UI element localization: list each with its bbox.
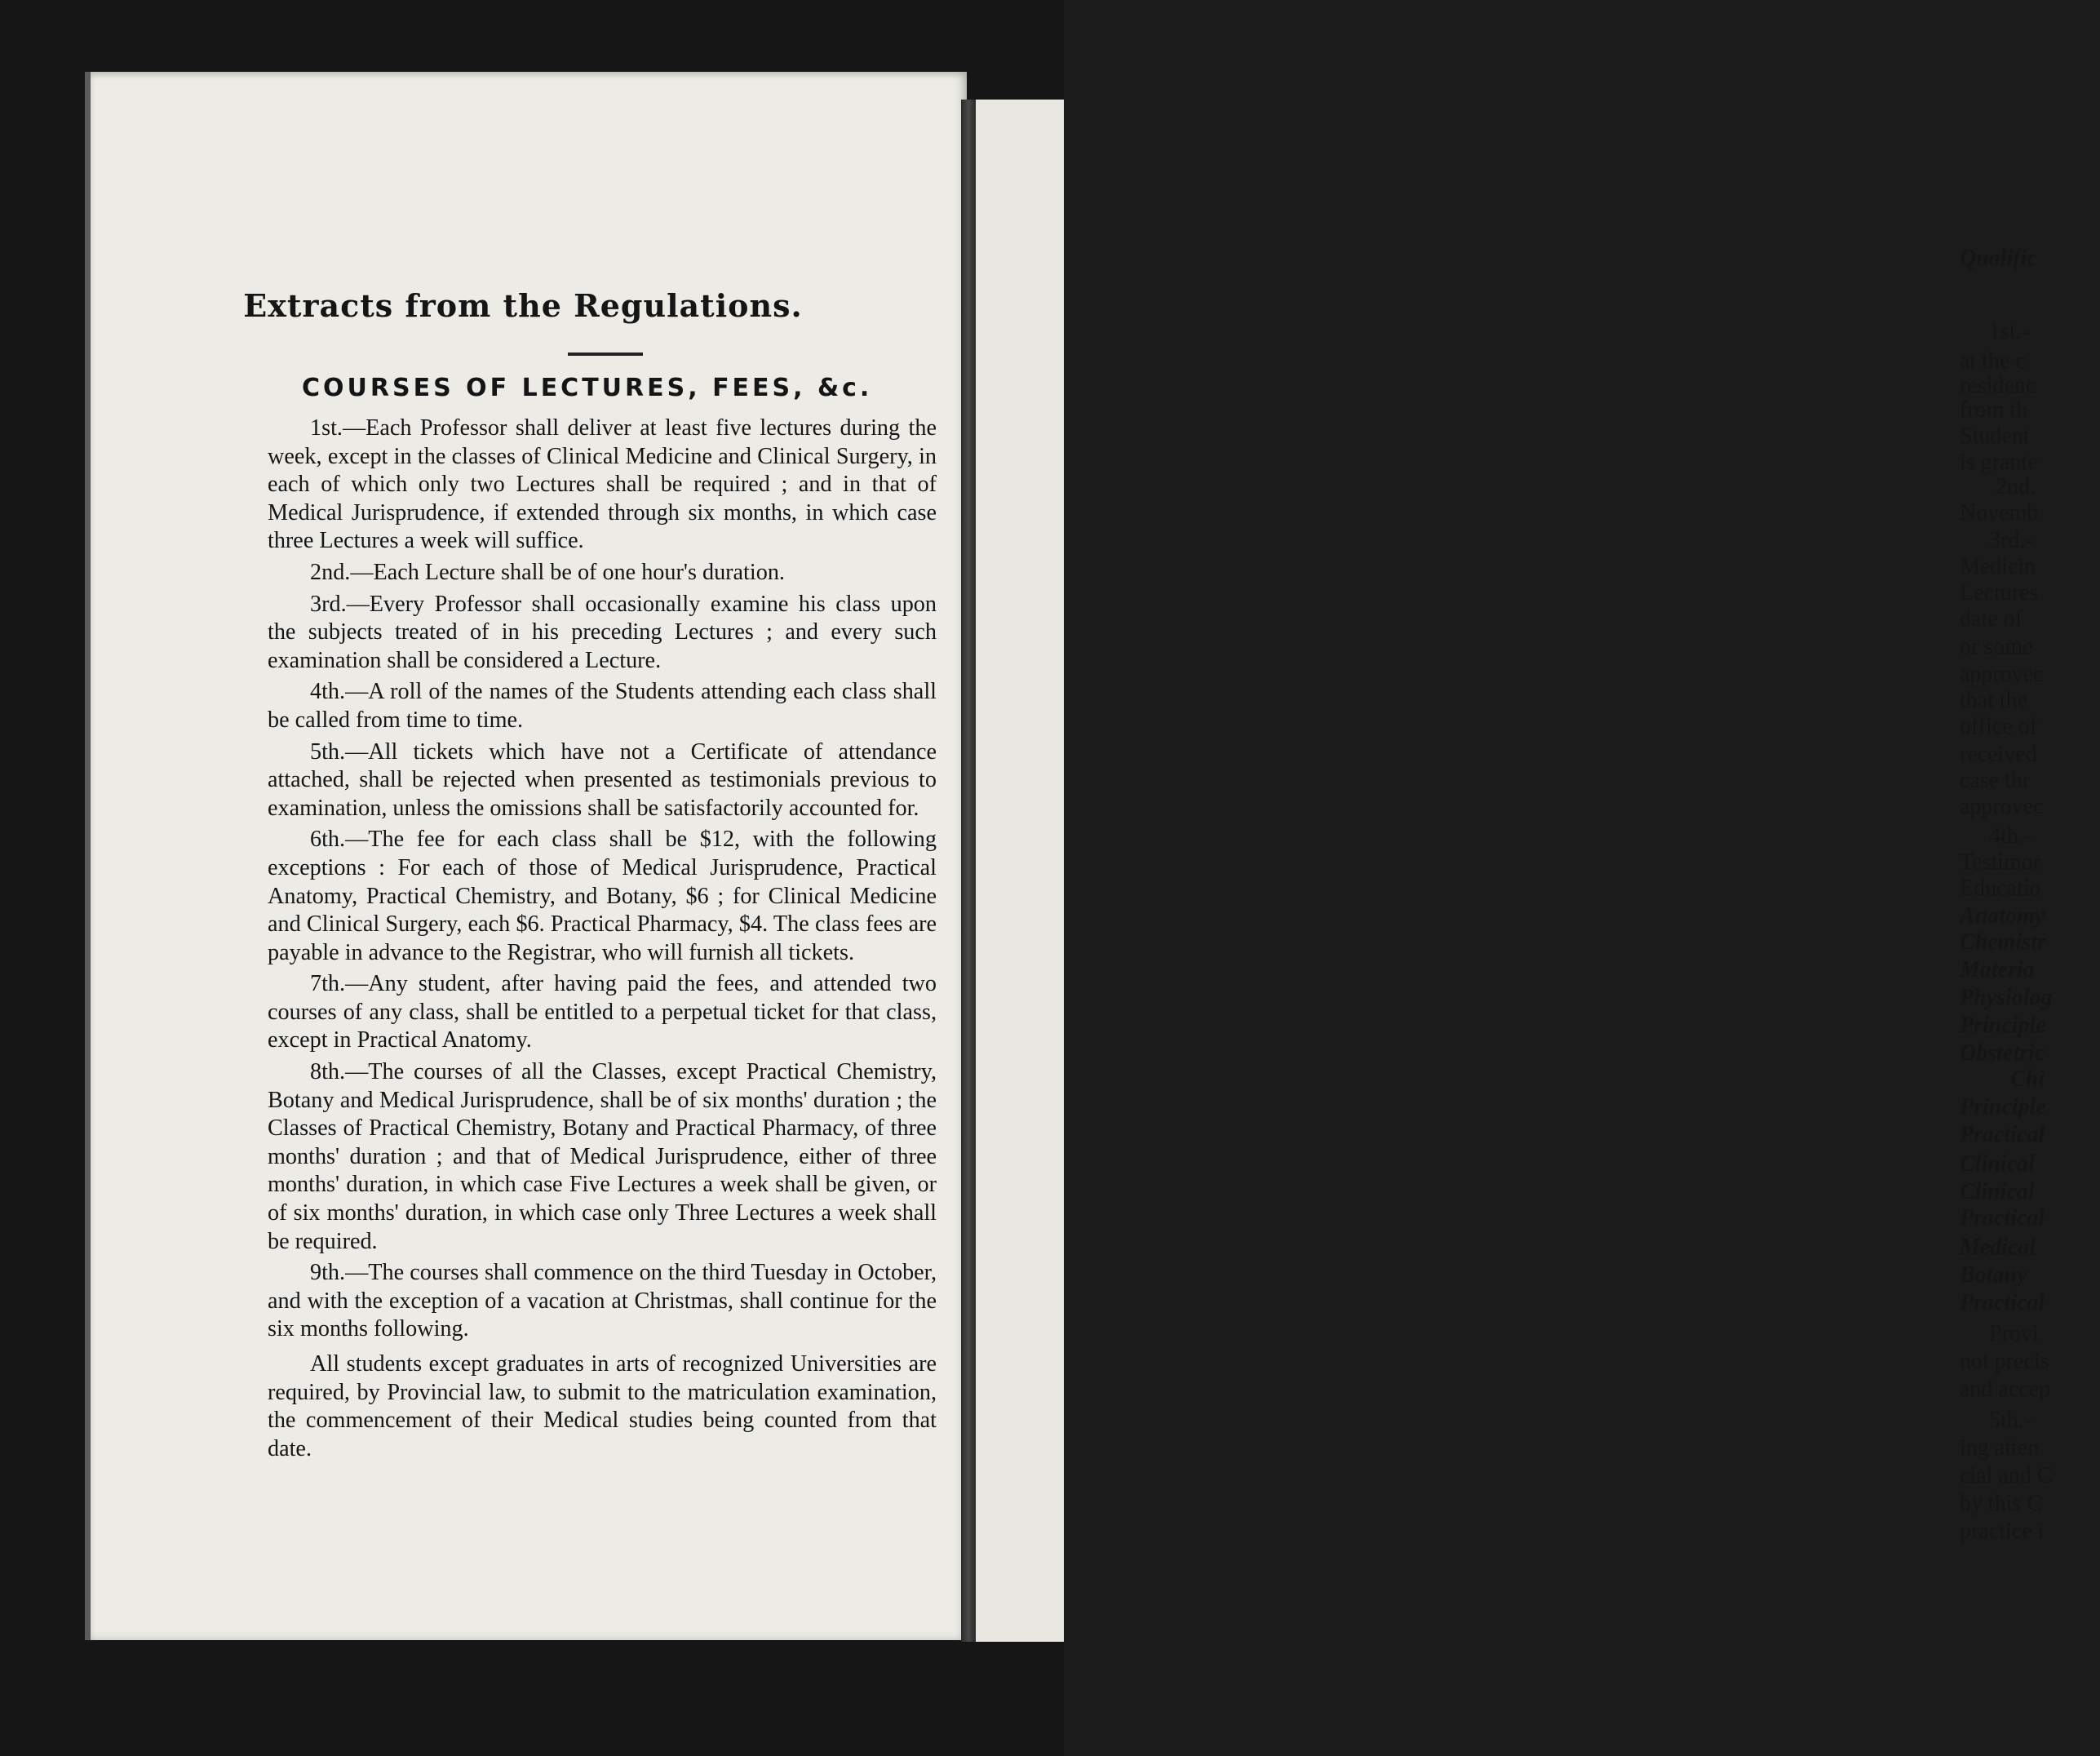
- paragraph-9th: 9th.—The courses shall commence on the third Tuesday in October, and with the exception of a vacation at Christmas, shall continue for the six months following.: [268, 1260, 937, 1342]
- right-page-line: Student: [1960, 423, 2030, 449]
- page-heading: Extracts from the Regulations.: [243, 287, 803, 324]
- right-page-line: 3rd.-: [1989, 528, 2033, 553]
- right-page-line: Educatio: [1960, 876, 2041, 901]
- right-page-line: Clinical: [1960, 1151, 2035, 1177]
- right-page-line: 4th.-: [1989, 823, 2032, 849]
- right-page-line: Medicin: [1960, 554, 2036, 579]
- paragraph-8th: 8th.—The courses of all the Classes, except Practical Chemistry, Botany and Medical Jurisprudence, shall be of six months' duration ; the Classes of Practical Chemistry, Botany and Practical Pharmacy, of three months' duration ; and that of Medical Jurisprudence, either of three months' duration, in which case Five Lectures a week shall be given, or of six months' duration, in which case only Three Lectures a week shall be required.: [268, 1059, 937, 1254]
- right-page-line: Botany: [1960, 1262, 2027, 1288]
- right-page-line: Obstetric: [1960, 1040, 2045, 1066]
- right-page-line: Materia: [1960, 957, 2035, 982]
- right-page-line: office of: [1960, 714, 2038, 739]
- right-page-line: that the: [1960, 688, 2028, 713]
- right-page-line: Medical: [1960, 1235, 2036, 1260]
- right-page-line: practice i: [1960, 1519, 2045, 1544]
- right-page-line: from th: [1960, 397, 2028, 423]
- right-page-line: not precis: [1960, 1349, 2049, 1374]
- right-page-line: Physiolog: [1960, 985, 2053, 1010]
- paragraph-1st: 1st.—Each Professor shall deliver at least five lectures during the week, except in the classes of Clinical Medicine and Clinical Surgery, in each of which only two Lectures shall be required ; and in that of Medical Jurisprudence, if extended through six months, in which case three Lectures a week will suffice.: [268, 415, 937, 554]
- right-page-line: Chemistr: [1960, 929, 2046, 955]
- right-page-line: 5th.-: [1989, 1408, 2032, 1433]
- right-page-line: date of: [1960, 606, 2022, 632]
- right-page-line: residenc: [1960, 373, 2036, 398]
- right-page-line: by this C: [1960, 1491, 2043, 1516]
- right-page-line: Chi: [2010, 1066, 2045, 1092]
- right-page: [976, 100, 2053, 1642]
- right-page-line: 2nd.: [1996, 474, 2036, 499]
- paragraph-6th: 6th.—The fee for each class shall be $12, with the following exceptions : For each of those of Medical Jurisprudence, Practical Anatomy, Practical Chemistry, and Botany, $6 ; for Clinical Medicine and Clinical Surgery, each $6. Practical Pharmacy, $4. The class fees are payable in advance to the Registrar, who will furnish all tickets.: [268, 827, 937, 965]
- right-page-line: Clinical: [1960, 1179, 2035, 1204]
- book-gutter: [961, 100, 976, 1642]
- right-page-line: Practical: [1960, 1290, 2045, 1315]
- right-page-line: approvec: [1960, 662, 2044, 687]
- right-page-line: or some: [1960, 634, 2033, 659]
- right-page-line: Practical: [1960, 1122, 2045, 1147]
- paragraph-matriculation: All students except graduates in arts of recognized Universities are required, by Provincial law, to submit to the matriculation examination, the commencement of their Medical studies being counted from that date.: [268, 1351, 937, 1461]
- right-page-line: 1st.-: [1989, 319, 2029, 344]
- paragraph-3rd: 3rd.—Every Professor shall occasionally examine his class upon the subjects treated of in his preceding Lectures ; and every such examination shall be considered a Lecture.: [268, 591, 937, 673]
- right-page-line: cial and C: [1960, 1463, 2053, 1488]
- body-text: [268, 415, 937, 1466]
- right-page-line: case thr: [1960, 768, 2031, 793]
- right-page-line: ing atten: [1960, 1435, 2040, 1461]
- right-page-line: Qualific: [1960, 246, 2037, 271]
- right-page-line: Lectures: [1960, 580, 2039, 605]
- right-page-line: at the c: [1960, 348, 2026, 374]
- paragraph-5th: 5th.—All tickets which have not a Certificate of attendance attached, shall be rejected when presented as testimonials previous to examination, unless the omissions shall be satisfactorily accounted for.: [268, 738, 937, 821]
- right-page-line: and accep: [1960, 1377, 2051, 1402]
- right-page-line: approvec: [1960, 794, 2044, 819]
- right-page-line: is grante: [1960, 450, 2038, 475]
- paragraph-2nd: 2nd.—Each Lecture shall be of one hour's duration.: [310, 559, 785, 585]
- paragraph-4th: 4th.—A roll of the names of the Students attending each class shall be called from time to time.: [268, 679, 937, 733]
- right-page-line: Practical: [1960, 1205, 2045, 1231]
- heading-rule: [568, 353, 643, 356]
- right-page-line: Principle: [1960, 1013, 2046, 1038]
- right-page-line: Anatomy: [1960, 903, 2045, 929]
- right-page-line: Principle: [1960, 1094, 2046, 1120]
- right-page-line: Testimor: [1960, 849, 2041, 875]
- right-page-line: received: [1960, 742, 2037, 767]
- right-page-line: Novemb: [1960, 500, 2039, 525]
- right-page-line: Provi: [1989, 1321, 2039, 1346]
- paragraph-7th: 7th.—Any student, after having paid the fees, and attended two courses of any class, shall be entitled to a perpetual ticket for that class, except in Practical Anatomy.: [268, 971, 937, 1053]
- section-subheading: COURSES OF LECTURES, FEES, &c.: [302, 374, 873, 402]
